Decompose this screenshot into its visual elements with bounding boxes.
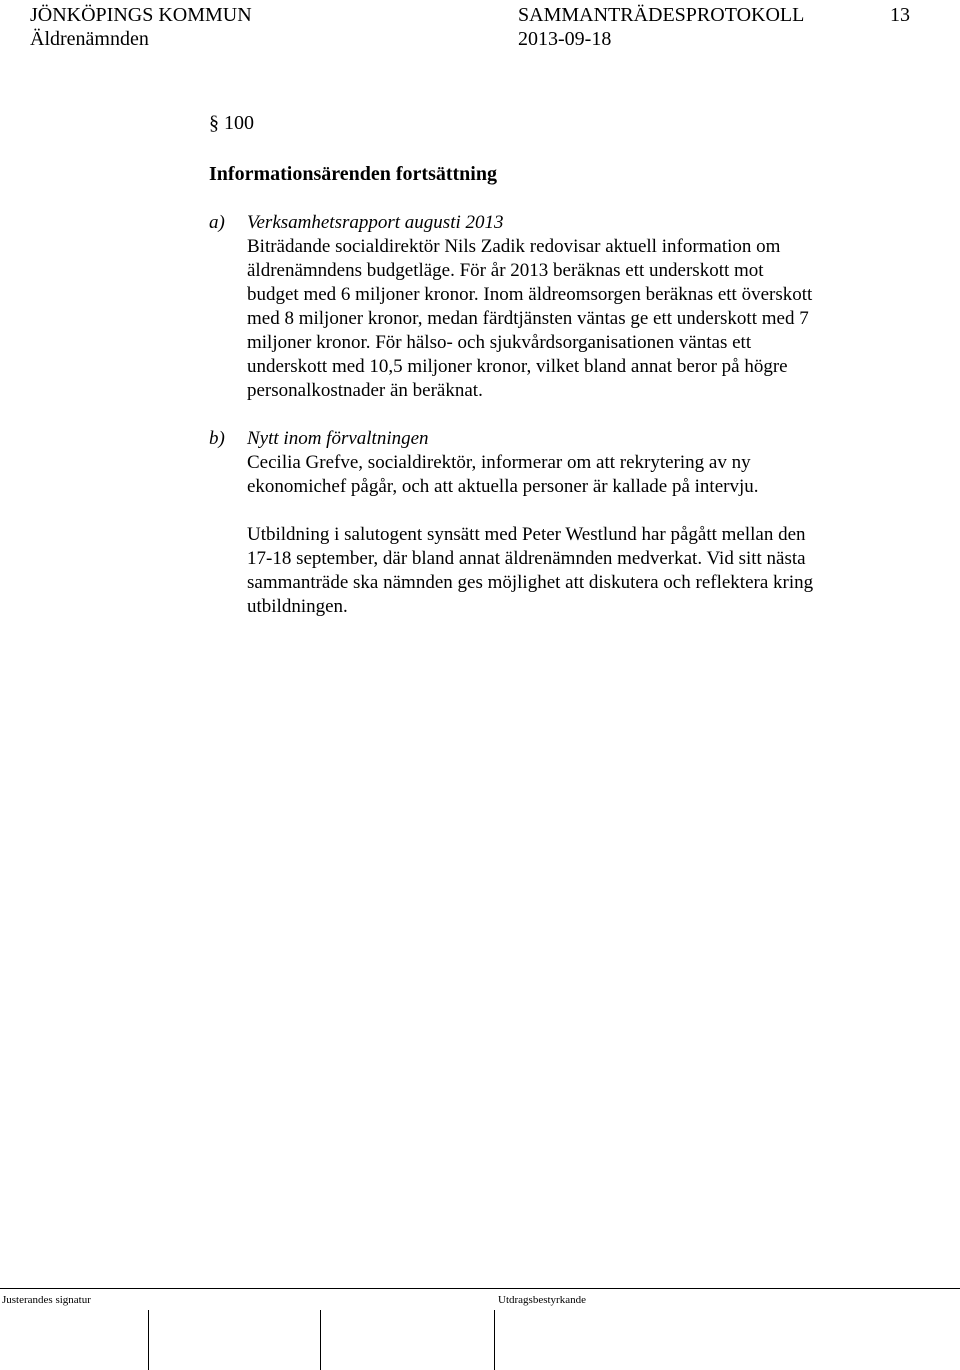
paragraph-number: § 100 [209, 112, 254, 134]
footer-certification-label: Utdragsbestyrkande [498, 1294, 586, 1306]
document-type: SAMMANTRÄDESPROTOKOLL [518, 4, 805, 26]
signature-box-divider-2 [320, 1310, 321, 1370]
committee-name: Äldrenämnden [30, 28, 149, 50]
footer-divider [0, 1288, 960, 1289]
item-a-heading: Verksamhetsrapport augusti 2013 [247, 212, 504, 233]
signature-box-divider-1 [148, 1310, 149, 1370]
item-b-marker: b) [209, 428, 225, 449]
page-number: 13 [890, 4, 910, 26]
item-b-body: Cecilia Grefve, socialdirektör, informerar om att rekrytering av ny ekonomichef pågår, och att aktuella personer är kallade på intervju. [247, 452, 759, 497]
meeting-date: 2013-09-18 [518, 28, 612, 50]
item-b-extra-paragraph: Utbildning i salutogent synsätt med Peter Westlund har pågått mellan den 17-18 september, där bland annat äldrenämnden medverkat. Vid sitt nästa sammanträde ska nämnden ges möjlighet att diskutera och reflektera kring utbildningen. [247, 524, 814, 617]
org-name: JÖNKÖPINGS KOMMUN [30, 4, 252, 26]
item-b [247, 427, 887, 499]
item-a-marker: a) [209, 212, 225, 233]
signature-box-divider-3 [494, 1310, 495, 1370]
item-b-heading: Nytt inom förvaltningen [247, 428, 429, 449]
section-title: Informationsärenden fortsättning [209, 163, 497, 185]
footer-signature-label: Justerandes signatur [2, 1294, 91, 1306]
item-a-body: Biträdande socialdirektör Nils Zadik redovisar aktuell information om äldrenämndens budgetläge. För år 2013 beräknas ett underskott mot budget med 6 miljoner kronor. Inom äldreomsorgen beräknas ett överskott med 8 miljoner kronor, medan färdtjänsten väntas ge ett underskott med 7 miljoner kronor. För hälso- och sjukvårdsorganisationen väntas ett underskott med 10,5 miljoner kronor, vilket bland annat beror på högre personalkostnader än beräknat. [247, 236, 813, 401]
item-a [247, 211, 887, 403]
